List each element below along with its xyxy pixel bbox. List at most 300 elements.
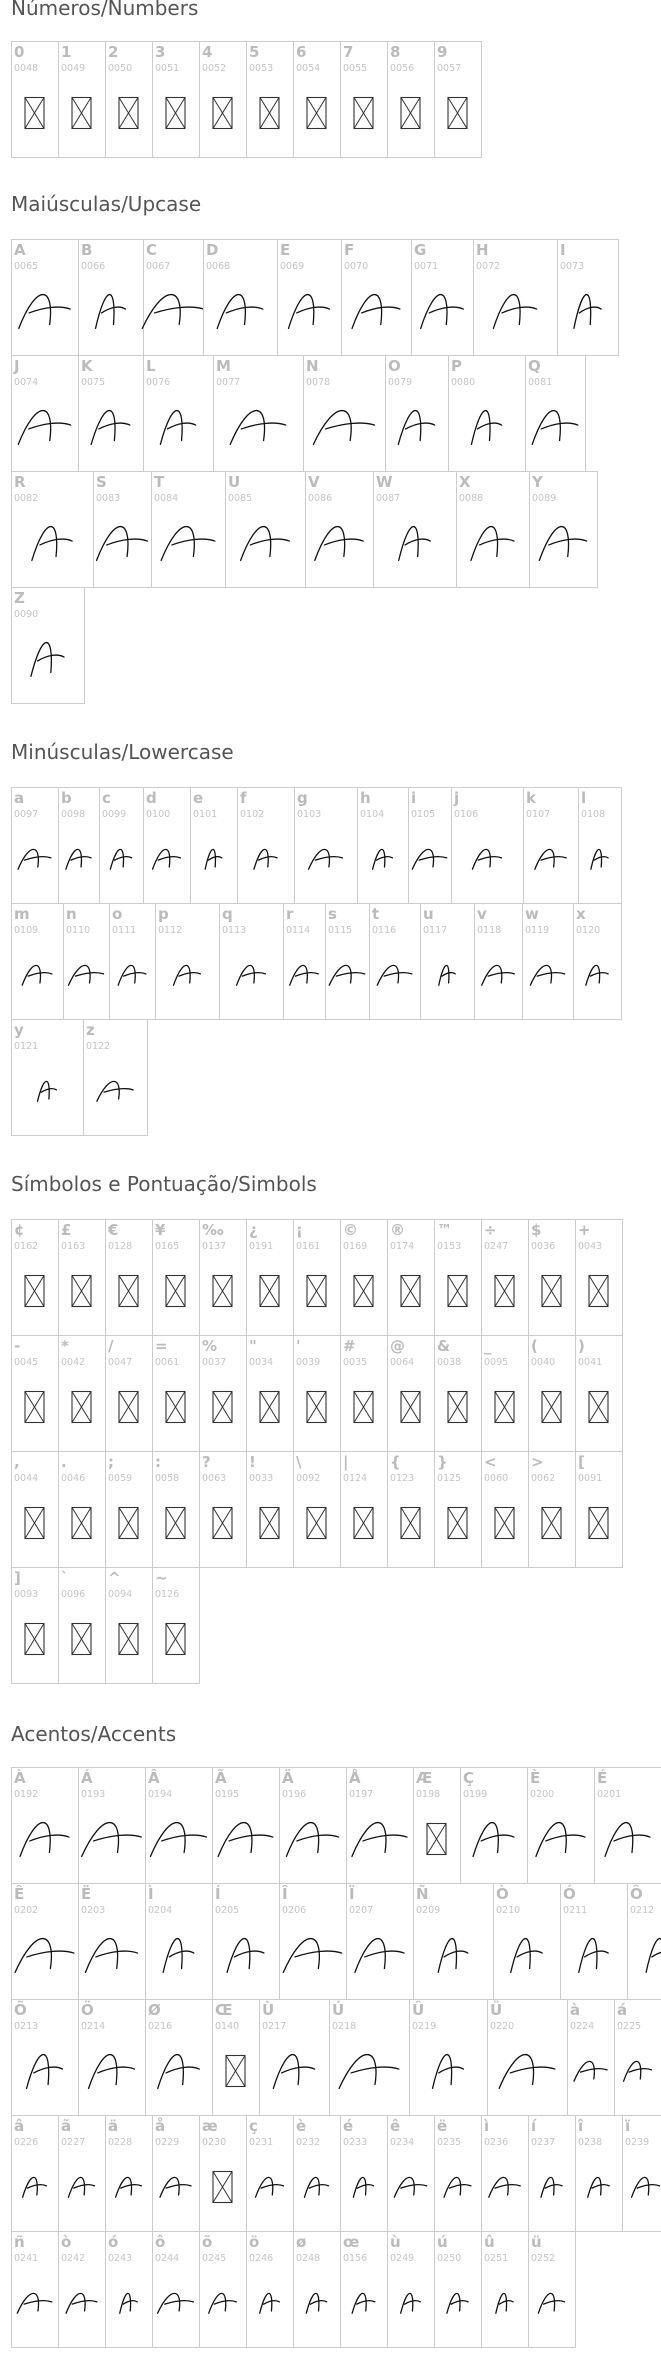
character-code: 0201 (597, 1789, 622, 1800)
glyph-cell (421, 904, 475, 1020)
character-label: g (297, 789, 308, 807)
character-label: Œ (215, 2001, 233, 2019)
character-label: ` (61, 1569, 69, 1587)
character-code: 0117 (423, 925, 448, 936)
glyph-cell (153, 42, 200, 158)
glyph-cell (12, 1452, 59, 1568)
glyph-cell (191, 788, 238, 904)
glyph-cell (144, 788, 191, 904)
character-label: 5 (249, 43, 260, 61)
glyph-cell (214, 356, 304, 472)
character-label: Ä (282, 1769, 294, 1787)
character-code: 0062 (531, 1473, 556, 1484)
character-label: A (14, 241, 26, 259)
character-code: 0096 (61, 1589, 86, 1600)
character-code: 0110 (66, 925, 91, 936)
glyph-cell (12, 240, 79, 356)
glyph-cell (59, 1568, 106, 1684)
glyph-cell (200, 1336, 247, 1452)
character-code: 0063 (202, 1473, 227, 1484)
character-code: 0045 (14, 1357, 39, 1368)
glyph-cell (12, 472, 94, 588)
character-label: O (388, 357, 401, 375)
character-label: â (14, 2117, 25, 2135)
glyph-cell (524, 788, 579, 904)
character-label: é (343, 2117, 354, 2135)
character-code: 0091 (578, 1473, 603, 1484)
glyph-cell (247, 1220, 294, 1336)
character-label: Z (14, 589, 25, 607)
character-label: ì (484, 2117, 490, 2135)
glyph-cell (388, 1336, 435, 1452)
character-label: a (14, 789, 25, 807)
glyph-cell (528, 1768, 595, 1884)
character-code: 0232 (296, 2137, 321, 2148)
character-code: 0065 (14, 261, 39, 272)
character-code: 0196 (282, 1789, 307, 1800)
character-label: î (578, 2117, 584, 2135)
character-code: 0224 (570, 2021, 595, 2032)
glyph-cell (12, 1568, 59, 1684)
character-label: f (240, 789, 247, 807)
character-label: © (343, 1221, 358, 1239)
character-label: ü (531, 2233, 542, 2251)
character-label: I (560, 241, 566, 259)
character-label: N (306, 357, 319, 375)
cell-border (12, 356, 79, 472)
glyph-cell (628, 1884, 661, 2000)
character-code: 0242 (61, 2253, 86, 2264)
character-label: h (360, 789, 371, 807)
glyph-cell (576, 1220, 623, 1336)
character-label: t (372, 905, 380, 923)
character-code: 0199 (463, 1789, 488, 1800)
character-code: 0207 (349, 1905, 374, 1916)
character-code: 0217 (262, 2021, 287, 2032)
glyph-cell (156, 904, 220, 1020)
character-label: p (158, 905, 169, 923)
character-code: 0163 (61, 1241, 86, 1252)
character-label: 9 (437, 43, 448, 61)
character-code: 0069 (280, 261, 305, 272)
glyph-cell (529, 1452, 576, 1568)
character-code: 0037 (202, 1357, 227, 1368)
glyph-cell (106, 2116, 153, 2232)
character-label: + (578, 1221, 591, 1239)
character-label: Ó (563, 1885, 576, 1903)
glyph-cell (12, 588, 85, 704)
glyph-cell (12, 1884, 79, 2000)
character-label: F (344, 241, 355, 259)
character-code: 0202 (14, 1905, 39, 1916)
glyph-cell (64, 904, 110, 1020)
character-label: ú (437, 2233, 448, 2251)
character-label: Ö (81, 2001, 94, 2019)
glyph-cell (12, 42, 59, 158)
character-label: ù (390, 2233, 401, 2251)
character-label: % (202, 1337, 218, 1355)
glyph-cell (347, 1884, 414, 2000)
character-label: œ (343, 2233, 360, 2251)
glyph-cell (529, 1336, 576, 1452)
glyph-cell (204, 240, 278, 356)
glyph-cell (482, 1336, 529, 1452)
character-code: 0059 (108, 1473, 133, 1484)
glyph-cell (144, 356, 214, 472)
character-code: 0041 (578, 1357, 603, 1368)
section-title: Símbolos e Pontuação/Simbols (11, 1172, 317, 1196)
character-label: í (531, 2117, 537, 2135)
character-code: 0228 (108, 2137, 133, 2148)
character-code: 0198 (416, 1789, 441, 1800)
character-label: @ (390, 1337, 405, 1355)
character-label: Ë (81, 1885, 92, 1903)
glyph-cell (494, 1884, 561, 2000)
character-label: Y (532, 473, 543, 491)
character-code: 0126 (155, 1589, 180, 1600)
glyph-cell (106, 42, 153, 158)
character-label: d (146, 789, 157, 807)
character-code: 0082 (14, 493, 39, 504)
character-code: 0123 (390, 1473, 415, 1484)
character-code: 0252 (531, 2253, 556, 2264)
glyph-cell (615, 2000, 661, 2116)
glyph-cell (59, 1452, 106, 1568)
character-label: K (81, 357, 93, 375)
glyph-cell (260, 2000, 330, 2116)
character-code: 0153 (437, 1241, 462, 1252)
glyph-cell (358, 788, 409, 904)
character-code: 0098 (61, 809, 86, 820)
character-code: 0161 (296, 1241, 321, 1252)
character-code: 0211 (563, 1905, 588, 1916)
character-code: 0053 (249, 63, 274, 74)
character-code: 0074 (14, 377, 39, 388)
character-label: < (484, 1453, 497, 1471)
character-label: Â (148, 1769, 160, 1787)
character-code: 0058 (155, 1473, 180, 1484)
glyph-cell (106, 1568, 153, 1684)
character-code: 0095 (484, 1357, 509, 1368)
character-code: 0194 (148, 1789, 173, 1800)
character-label: Û (412, 2001, 425, 2019)
character-code: 0114 (286, 925, 311, 936)
character-label: ¥ (155, 1221, 166, 1239)
character-label: e (193, 789, 204, 807)
glyph-cell (220, 904, 284, 1020)
glyph-cell (294, 42, 341, 158)
character-label: j (454, 789, 460, 807)
character-label: V (308, 473, 320, 491)
character-code: 0081 (528, 377, 553, 388)
glyph-cell (106, 1220, 153, 1336)
character-code: 0249 (390, 2253, 415, 2264)
character-code: 0245 (202, 2253, 227, 2264)
character-code: 0231 (249, 2137, 274, 2148)
character-code: 0238 (578, 2137, 603, 2148)
character-label: } (437, 1453, 448, 1471)
character-code: 0251 (484, 2253, 509, 2264)
glyph-cell (347, 1768, 414, 1884)
character-code: 0119 (525, 925, 550, 936)
character-code: 0104 (360, 809, 385, 820)
glyph-cell (474, 240, 558, 356)
character-code: 0083 (96, 493, 121, 504)
character-label: Ç (463, 1769, 475, 1787)
character-code: 0206 (282, 1905, 307, 1916)
glyph-cell (59, 2116, 106, 2232)
character-code: 0040 (531, 1357, 556, 1368)
glyph-cell (79, 1884, 146, 2000)
glyph-cell (213, 1884, 280, 2000)
character-code: 0246 (249, 2253, 274, 2264)
character-label: S (96, 473, 107, 491)
section-title: Acentos/Accents (11, 1722, 177, 1746)
glyph-cell (488, 2000, 568, 2116)
glyph-cell (452, 788, 524, 904)
character-label: ? (202, 1453, 211, 1471)
glyph-cell (530, 472, 598, 588)
character-label: C (146, 241, 158, 259)
character-label: ! (249, 1453, 256, 1471)
character-code: 0212 (630, 1905, 655, 1916)
character-label: ã (61, 2117, 72, 2135)
glyph-cell (200, 1452, 247, 1568)
glyph-cell (153, 2116, 200, 2232)
character-code: 0036 (531, 1241, 556, 1252)
character-label: ) (578, 1337, 585, 1355)
glyph-cell (388, 2232, 435, 2348)
glyph-cell (12, 1336, 59, 1452)
character-label: , (14, 1453, 20, 1471)
glyph-cell (280, 1884, 347, 2000)
character-code: 0227 (61, 2137, 86, 2148)
glyph-cell (341, 2232, 388, 2348)
character-code: 0064 (390, 1357, 415, 1368)
character-label: # (343, 1337, 356, 1355)
section-title: Minúsculas/Lowercase (11, 740, 234, 764)
character-code: 0049 (61, 63, 86, 74)
glyph-cell (59, 1336, 106, 1452)
character-code: 0072 (476, 261, 501, 272)
character-code: 0124 (343, 1473, 368, 1484)
glyph-cell (247, 1452, 294, 1568)
character-label: ™ (437, 1221, 452, 1239)
character-label: ( (531, 1337, 538, 1355)
glyph-cell (388, 1220, 435, 1336)
character-code: 0195 (215, 1789, 240, 1800)
character-code: 0101 (193, 809, 218, 820)
character-code: 0209 (416, 1905, 441, 1916)
section-title: Maiúsculas/Upcase (11, 192, 202, 216)
glyph-cell (152, 472, 226, 588)
glyph-cell (414, 1884, 494, 2000)
character-code: 0241 (14, 2253, 39, 2264)
character-code: 0106 (454, 809, 479, 820)
character-code: 0174 (390, 1241, 415, 1252)
character-code: 0088 (459, 493, 484, 504)
character-label: | (343, 1453, 349, 1471)
character-label: Ù (262, 2001, 275, 2019)
character-label: 7 (343, 43, 354, 61)
character-code: 0120 (576, 925, 601, 936)
glyph-cell (435, 1336, 482, 1452)
glyph-cell (529, 2232, 576, 2348)
glyph-cell (475, 904, 523, 1020)
character-label: D (206, 241, 219, 259)
character-label: ø (296, 2233, 307, 2251)
character-label: z (86, 1021, 95, 1039)
glyph-cell (12, 1020, 84, 1136)
glyph-cell (574, 904, 622, 1020)
glyph-cell (146, 1768, 213, 1884)
character-code: 0229 (155, 2137, 180, 2148)
character-code: 0077 (216, 377, 241, 388)
glyph-cell (370, 904, 421, 1020)
glyph-cell (388, 42, 435, 158)
character-label: ~ (155, 1569, 168, 1587)
glyph-cell (59, 788, 100, 904)
glyph-cell (247, 1336, 294, 1452)
glyph-cell (576, 2116, 623, 2232)
character-code: 0086 (308, 493, 333, 504)
character-code: 0061 (155, 1357, 180, 1368)
section-title: Números/Numbers (11, 0, 199, 20)
glyph-cell (294, 2232, 341, 2348)
glyph-cell (12, 904, 64, 1020)
character-label: È (530, 1769, 541, 1787)
character-label: Ò (496, 1885, 509, 1903)
character-label: ñ (14, 2233, 25, 2251)
character-label: ‰ (202, 1221, 224, 1239)
character-code: 0250 (437, 2253, 462, 2264)
character-label: Q (528, 357, 541, 375)
glyph-cell (106, 1452, 153, 1568)
glyph-cell (326, 904, 370, 1020)
character-label: 6 (296, 43, 307, 61)
character-label: U (228, 473, 241, 491)
character-code: 0248 (296, 2253, 321, 2264)
glyph-cell (213, 2000, 260, 2116)
character-label: ï (625, 2117, 631, 2135)
character-label: M (216, 357, 231, 375)
character-label: T (154, 473, 165, 491)
character-label: £ (61, 1221, 72, 1239)
glyph-cell (226, 472, 306, 588)
character-code: 0039 (296, 1357, 321, 1368)
character-code: 0055 (343, 63, 368, 74)
glyph-cell (304, 356, 386, 472)
character-label: " (249, 1337, 257, 1355)
character-code: 0068 (206, 261, 231, 272)
character-code: 0102 (240, 809, 265, 820)
glyph-cell (106, 1336, 153, 1452)
character-label: 4 (202, 43, 213, 61)
character-label: o (112, 905, 123, 923)
character-code: 0084 (154, 493, 179, 504)
character-label: ó (108, 2233, 119, 2251)
character-code: 0156 (343, 2253, 368, 2264)
character-label: _ (484, 1337, 492, 1355)
character-code: 0038 (437, 1357, 462, 1368)
character-code: 0192 (14, 1789, 39, 1800)
character-label: ê (390, 2117, 401, 2135)
character-label: R (14, 473, 26, 491)
character-label: ò (61, 2233, 72, 2251)
character-code: 0093 (14, 1589, 39, 1600)
character-label: J (14, 357, 20, 375)
character-code: 0089 (532, 493, 557, 504)
glyph-cell (482, 2232, 529, 2348)
character-code: 0213 (14, 2021, 39, 2032)
character-label: \ (296, 1453, 302, 1471)
character-label: 0 (14, 43, 25, 61)
glyph-cell (526, 356, 586, 472)
character-code: 0243 (108, 2253, 133, 2264)
glyph-cell (153, 1568, 200, 1684)
glyph-cell (482, 1220, 529, 1336)
character-code: 0205 (215, 1905, 240, 1916)
character-code: 0200 (530, 1789, 555, 1800)
glyph-cell (449, 356, 526, 472)
character-label: & (437, 1337, 451, 1355)
glyph-cell (568, 2000, 615, 2116)
glyph-cell (330, 2000, 410, 2116)
character-label: 2 (108, 43, 119, 61)
character-code: 0115 (328, 925, 353, 936)
character-label: > (531, 1453, 544, 1471)
character-label: r (286, 905, 294, 923)
character-code: 0099 (102, 809, 127, 820)
character-code: 0070 (344, 261, 369, 272)
glyph-cell (576, 1452, 623, 1568)
glyph-cell (386, 356, 449, 472)
glyph-cell (94, 472, 152, 588)
glyph-cell (294, 2116, 341, 2232)
character-code: 0066 (81, 261, 106, 272)
character-label: € (108, 1221, 119, 1239)
character-code: 0247 (484, 1241, 509, 1252)
glyph-cell (12, 356, 79, 472)
character-code: 0094 (108, 1589, 133, 1600)
character-label: L (146, 357, 156, 375)
glyph-cell (412, 240, 474, 356)
character-code: 0060 (484, 1473, 509, 1484)
character-code: 0220 (490, 2021, 515, 2032)
character-code: 0073 (560, 261, 585, 272)
character-code: 0078 (306, 377, 331, 388)
character-label: Á (81, 1769, 93, 1787)
section (11, 1722, 661, 2348)
character-label: Ì (148, 1885, 154, 1903)
character-code: 0108 (581, 809, 606, 820)
glyph-cell (595, 1768, 661, 1884)
character-label: 3 (155, 43, 166, 61)
character-code: 0197 (349, 1789, 374, 1800)
character-code: 0121 (14, 1041, 39, 1052)
character-code: 0085 (228, 493, 253, 504)
character-label: / (108, 1337, 114, 1355)
character-code: 0067 (146, 261, 171, 272)
character-label: x (576, 905, 586, 923)
character-label: q (222, 905, 233, 923)
character-code: 0043 (578, 1241, 603, 1252)
character-label: l (581, 789, 587, 807)
character-code: 0226 (14, 2137, 39, 2148)
character-label: Ï (349, 1885, 355, 1903)
character-code: 0079 (388, 377, 413, 388)
glyph-cell (579, 788, 622, 904)
